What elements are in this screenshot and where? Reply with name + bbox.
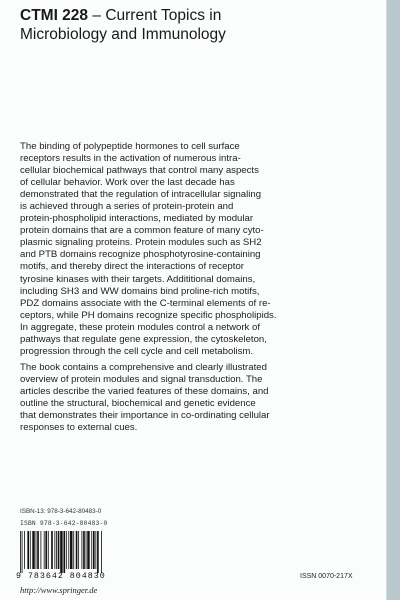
barcode-bar [76, 531, 78, 569]
barcode-bar [32, 531, 34, 569]
barcode-bar [97, 531, 99, 573]
barcode-bar [37, 531, 39, 569]
barcode-bar [66, 531, 67, 569]
barcode-bar [86, 531, 87, 569]
barcode-bar [60, 531, 62, 573]
barcode-bar [51, 531, 53, 569]
barcode-bar [44, 531, 45, 569]
barcode-bar [95, 531, 96, 569]
barcode-bar [83, 531, 85, 569]
barcode-bar [30, 531, 31, 569]
barcode-bar [22, 531, 23, 573]
barcode [20, 531, 138, 573]
title-line-2: Microbiology and Immunology [20, 26, 226, 43]
issn: ISSN 0070-217X [300, 573, 353, 580]
barcode-bar [36, 531, 37, 569]
barcode-bar [58, 531, 60, 569]
barcode-bar [101, 531, 102, 573]
barcode-bar [93, 531, 95, 569]
barcode-isbn-caption: ISBN 978-3-642-80483-0 [20, 520, 108, 527]
barcode-digits: 9 783642 804830 [16, 572, 106, 581]
blurb-paragraph-1: The binding of polypeptide hormones to cell surface receptors results in the activation of numerous intra- cellular biochemical pathways that control many aspects of cellular behavior. Work over the last decade has demonstrated that the regulation of intracellular signaling is achieved through a series of protein-protein and protein-phospholipid interactions, mediated by modular protein domains that are a common feature of many cyto- plasmic signaling proteins. Protein modules such as SH2 and PTB domains recognize phosphotyrosine-containing motifs, and thereby direct the interactions of receptor tyrosine kinases with their targets. Addititional domains, including SH3 and WW domains bind proline-rich motifs, PDZ domains associate with the C-terminal elements of re- ceptors, while PH domains recognize specific phospholipids. In aggregate, these protein modules control a network of pathways that regulate gene expression, the cytoskeleton, progression through the cell cycle and cell metabolism. [20, 141, 277, 357]
barcode-bar [54, 531, 55, 569]
publisher-url: http://www.springer.de [20, 585, 98, 595]
barcode-bar [87, 531, 89, 569]
isbn-13: ISBN-13: 978-3-642-80483-0 [20, 508, 102, 515]
barcode-bar [82, 531, 83, 569]
barcode-bar [73, 531, 74, 569]
barcode-bar [68, 531, 69, 569]
barcode-bar [20, 531, 21, 573]
title-line-1: Current Topics in [105, 7, 222, 24]
barcode-bar [56, 531, 57, 569]
barcode-bar [27, 531, 29, 569]
blurb-paragraph-2: The book contains a comprehensive and clearly illustrated overview of protein modules and signal transduction. The articles describe the varied features of these domains, and outline the structural, biochemical and genetic evidence that demonstrates their importance in co-ordinating cellular responses to external cues. [20, 361, 270, 434]
title-separator: – [92, 7, 101, 24]
spine-edge [387, 0, 400, 600]
barcode-bar [41, 531, 42, 569]
book-title [20, 6, 380, 44]
barcode-bar [70, 531, 72, 569]
barcode-bar [63, 531, 65, 573]
barcode-bar [45, 531, 47, 569]
blurb [20, 141, 386, 438]
barcode-bar [91, 531, 92, 569]
barcode-bar [24, 531, 25, 569]
series-number: CTMI 228 [20, 7, 89, 24]
barcode-bar [78, 531, 79, 569]
barcode-bar [48, 531, 49, 569]
